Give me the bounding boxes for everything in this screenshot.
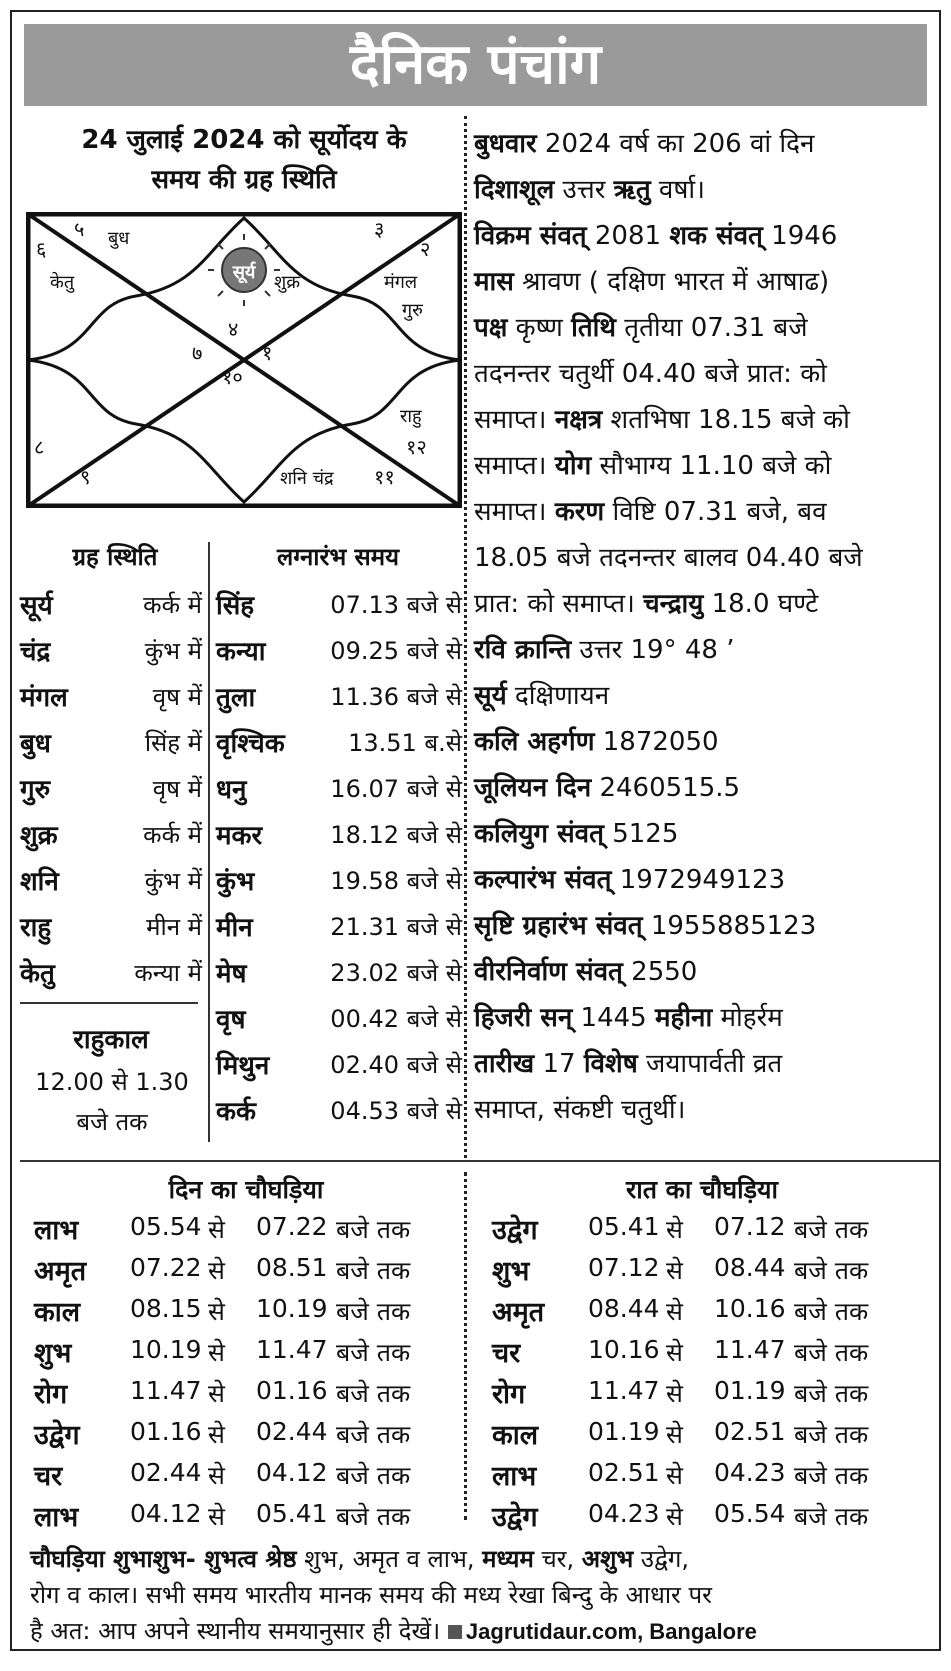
kundli-jupiter-label: गुरु	[402, 300, 423, 321]
graha-row	[20, 808, 206, 854]
panchang-page	[10, 10, 941, 1651]
raat-chaughadiya-row	[492, 1454, 912, 1494]
lagna-row	[216, 808, 466, 854]
info-key: सूर्य	[474, 681, 507, 711]
info-dishashool	[474, 174, 705, 206]
chaughadiya-se: से	[666, 1502, 683, 1531]
chaughadiya-tak: बजे तक	[794, 1420, 869, 1449]
house-11: ११	[374, 465, 395, 489]
graha-row	[20, 624, 206, 670]
chaughadiya-se: से	[208, 1420, 225, 1449]
info-key: करण	[554, 497, 605, 527]
info-key: जूलियन दिन	[474, 773, 592, 803]
chaughadiya-tak: बजे तक	[336, 1338, 411, 1367]
graha-rashi: कर्क में	[143, 821, 202, 849]
kundli-caption	[26, 120, 462, 200]
chaughadiya-end: 02.51	[714, 1417, 786, 1446]
chaughadiya-name: रोग	[492, 1379, 526, 1410]
chaughadiya-name: लाभ	[34, 1215, 79, 1246]
chaughadiya-tak: बजे तक	[336, 1379, 411, 1408]
info-value: समाप्त।	[474, 451, 555, 481]
graha-rashi: कन्या में	[134, 959, 202, 987]
kundli-caption-line1: 24 जुलाई 2024 को सूर्योदय के	[81, 125, 407, 155]
lagna-time: 19.58 बजे से	[330, 867, 462, 895]
graha-title: ग्रह स्थिति	[72, 543, 158, 571]
chaughadiya-se: से	[666, 1379, 683, 1408]
lagna-row	[216, 1084, 466, 1130]
chaughadiya-start: 05.54	[130, 1212, 202, 1241]
kundli-rahu-label: राहु	[400, 406, 422, 427]
din-chaughadiya-row	[34, 1249, 454, 1289]
lagna-row	[216, 624, 466, 670]
house-12: १२	[406, 435, 427, 459]
graha-planet: बुध	[20, 729, 51, 759]
info-paksha	[474, 312, 808, 344]
chaughadiya-name: लाभ	[492, 1461, 537, 1492]
chaughadiya-tak: बजे तक	[794, 1379, 869, 1408]
info-value: मोहर्रम	[712, 1003, 783, 1033]
chaughadiya-name: उद्वेग	[492, 1502, 538, 1533]
house-6: ६	[36, 237, 47, 261]
info-key: पक्ष	[474, 313, 508, 343]
lagna-sign: मिथुन	[216, 1051, 270, 1081]
info-kalparambh	[474, 864, 785, 896]
info-value: 1946	[762, 221, 838, 251]
info-tareekh	[474, 1048, 782, 1080]
info-samvat	[474, 220, 837, 252]
chaughadiya-start: 10.19	[130, 1335, 202, 1364]
chaughadiya-tak: बजे तक	[794, 1215, 869, 1244]
raat-chaughadiya-title: रात का चौघड़िया	[626, 1175, 778, 1204]
graha-rashi: कुंभ में	[144, 867, 202, 895]
footer-key: चौघड़िया शुभाशुभ- शुभत्व श्रेष्ठ	[30, 1545, 297, 1573]
chaughadiya-tak: बजे तक	[794, 1338, 869, 1367]
chaughadiya-tak: बजे तक	[336, 1461, 411, 1490]
section-divider	[20, 1160, 940, 1162]
info-value: 5125	[603, 819, 679, 849]
lagna-sign: कुंभ	[216, 867, 255, 897]
info-key: ऋतु	[613, 175, 651, 205]
chaughadiya-end: 04.23	[714, 1458, 786, 1487]
lagna-sign: कन्या	[216, 637, 266, 667]
house-7: ७	[192, 341, 203, 365]
graha-row	[20, 900, 206, 946]
chaughadiya-end: 07.12	[714, 1212, 786, 1241]
info-key: चन्द्रायु	[643, 589, 704, 619]
info-key: कल्पारंभ संवत्	[474, 865, 612, 895]
chaughadiya-end: 01.16	[256, 1376, 328, 1405]
info-value: समाप्त।	[474, 405, 555, 435]
info-value: तृतीया 07.31 बजे	[616, 313, 808, 343]
din-chaughadiya-row	[34, 1290, 454, 1330]
rahukaal-divider	[20, 1002, 198, 1004]
chaughadiya-se: से	[666, 1420, 683, 1449]
chaughadiya-tak: बजे तक	[336, 1297, 411, 1326]
lagna-sign: वृष	[216, 1005, 246, 1035]
lagna-sign: धनु	[216, 775, 247, 805]
lagna-row	[216, 670, 466, 716]
info-value: सौभाग्य 11.10 बजे को	[591, 451, 832, 481]
lagna-time: 02.40 बजे से	[330, 1051, 462, 1079]
info-key: मास	[474, 267, 514, 297]
kundli-mars-label: मंगल	[384, 272, 418, 293]
info-karan	[474, 496, 827, 528]
lagna-sign: मीन	[216, 913, 253, 943]
graha-planet: राहु	[20, 913, 52, 943]
chaughadiya-tak: बजे तक	[336, 1215, 411, 1244]
kundli-sun-label: सूर्य	[232, 262, 256, 283]
chaughadiya-name: उद्वेग	[492, 1215, 538, 1246]
raat-chaughadiya-row	[492, 1495, 912, 1535]
info-yog	[474, 450, 831, 482]
din-chaughadiya-row	[34, 1331, 454, 1371]
info-value: कृष्ण	[507, 313, 572, 343]
chaughadiya-start: 01.16	[130, 1417, 202, 1446]
info-kali-ahargan	[474, 726, 719, 758]
info-tithi-cont	[474, 358, 827, 390]
info-value: प्रात: को समाप्त।	[474, 589, 644, 619]
info-value: 1872050	[594, 727, 719, 757]
info-ravi-kranti	[474, 634, 734, 666]
lagna-sign: मकर	[216, 821, 263, 851]
chaughadiya-tak: बजे तक	[794, 1502, 869, 1531]
graha-lagna-divider	[208, 542, 210, 1142]
chaughadiya-start: 08.15	[130, 1294, 202, 1323]
info-value: वर्षा।	[650, 175, 705, 205]
info-key: कलि अहर्गण	[474, 727, 595, 757]
info-value: जयापार्वती व्रत	[637, 1049, 783, 1079]
info-value: 18.0 घण्टे	[703, 589, 819, 619]
rahukaal-tak: बजे तक	[76, 1108, 148, 1136]
chaughadiya-name: शुभ	[492, 1256, 530, 1287]
footer-key: मध्यम	[482, 1545, 534, 1573]
info-value: 1955885123	[642, 911, 817, 941]
chaughadiya-tak: बजे तक	[794, 1461, 869, 1490]
chaughadiya-start: 08.44	[588, 1294, 660, 1323]
info-key: तिथि	[571, 313, 616, 343]
chaughadiya-name: चर	[34, 1461, 63, 1492]
lagna-sign: तुला	[216, 683, 256, 713]
lagna-title: लग्नारंभ समय	[276, 543, 400, 571]
footer-line-3	[30, 1614, 930, 1649]
lagna-row	[216, 762, 466, 808]
graha-planet: गुरु	[20, 775, 51, 805]
lagna-time: 09.25 बजे से	[330, 637, 462, 665]
lagna-row	[216, 578, 466, 624]
chaughadiya-name: लाभ	[34, 1502, 79, 1533]
chaughadiya-name: काल	[34, 1297, 81, 1328]
raat-chaughadiya-row	[492, 1331, 912, 1371]
chaughadiya-start: 01.19	[588, 1417, 660, 1446]
lagna-time: 13.51 ब.से	[348, 729, 462, 757]
lagna-row	[216, 716, 466, 762]
info-key: सृष्टि ग्रहारंभ संवत्	[474, 911, 643, 941]
lagna-time: 23.02 बजे से	[330, 959, 462, 987]
rahukaal-time: 12.00 से 1.30	[35, 1068, 189, 1096]
chaughadiya-se: से	[208, 1338, 225, 1367]
chaughadiya-end: 10.16	[714, 1294, 786, 1323]
lagna-time: 16.07 बजे से	[330, 775, 462, 803]
footer-key: अशुभ	[581, 1545, 634, 1573]
chaughadiya-name: उद्वेग	[34, 1420, 80, 1451]
kundli-mercury-label: बुध	[108, 228, 130, 249]
info-surya	[474, 680, 609, 712]
chaughadiya-divider	[464, 1172, 467, 1520]
info-value: 2081	[586, 221, 670, 251]
din-chaughadiya-title: दिन का चौघड़िया	[168, 1175, 324, 1204]
chaughadiya-se: से	[666, 1338, 683, 1367]
kundli-venus-label: शुक्र	[274, 272, 301, 293]
info-value: उत्तर	[554, 175, 614, 205]
chaughadiya-name: शुभ	[34, 1338, 72, 1369]
info-vishesh-cont	[474, 1094, 685, 1126]
din-chaughadiya-row	[34, 1372, 454, 1412]
house-5: ५	[74, 217, 85, 241]
info-value: शतभिषा 18.15 बजे को	[602, 405, 850, 435]
chaughadiya-end: 05.54	[714, 1499, 786, 1528]
chaughadiya-end: 04.12	[256, 1458, 328, 1487]
din-chaughadiya-row	[34, 1208, 454, 1248]
info-kaliyug	[474, 818, 678, 850]
chaughadiya-se: से	[666, 1256, 683, 1285]
chaughadiya-name: रोग	[34, 1379, 68, 1410]
info-value: विष्टि 07.31 बजे, बव	[604, 497, 827, 527]
graha-rashi: कुंभ में	[144, 637, 202, 665]
chaughadiya-se: से	[208, 1256, 225, 1285]
info-srishti	[474, 910, 816, 942]
lagna-time: 11.36 बजे से	[330, 683, 462, 711]
chaughadiya-start: 10.16	[588, 1335, 660, 1364]
chaughadiya-end: 01.19	[714, 1376, 786, 1405]
chaughadiya-se: से	[666, 1297, 683, 1326]
house-2: २	[420, 237, 431, 261]
chaughadiya-start: 11.47	[130, 1376, 202, 1405]
house-9: ९	[80, 465, 91, 489]
lagna-sign: कर्क	[216, 1097, 256, 1127]
footer-value: चर,	[533, 1545, 582, 1573]
chaughadiya-tak: बजे तक	[336, 1420, 411, 1449]
footer-line-2: रोग व काल। सभी समय भारतीय मानक समय की मध्य रेखा बिन्दु के आधार पर	[30, 1581, 712, 1609]
brand-credit: Jagrutidaur.com, Bangalore	[465, 1619, 757, 1644]
info-karan-cont	[474, 542, 863, 574]
chaughadiya-end: 08.44	[714, 1253, 786, 1282]
graha-row	[20, 854, 206, 900]
info-value: 2024 वर्ष का 206 वां दिन	[536, 129, 815, 159]
info-key: हिजरी सन्	[474, 1003, 573, 1033]
house-1: १	[262, 341, 273, 365]
house-8: ८	[34, 435, 45, 459]
footer-value: शुभ, अमृत व लाभ,	[296, 1545, 483, 1573]
chaughadiya-start: 04.12	[130, 1499, 202, 1528]
info-key: विशेष	[583, 1049, 638, 1079]
chaughadiya-name: अमृत	[34, 1256, 87, 1287]
lagna-row	[216, 854, 466, 900]
kundli-caption-line2: समय की ग्रह स्थिति	[151, 165, 337, 195]
lagna-row	[216, 900, 466, 946]
info-value: 2460515.5	[591, 773, 741, 803]
graha-rashi: कर्क में	[143, 591, 202, 619]
info-value: 2550	[622, 957, 698, 987]
chaughadiya-start: 07.12	[588, 1253, 660, 1282]
info-hijri	[474, 1002, 783, 1034]
chaughadiya-end: 05.41	[256, 1499, 328, 1528]
lagna-time: 21.31 बजे से	[330, 913, 462, 941]
graha-row	[20, 946, 206, 992]
info-key: योग	[554, 451, 592, 481]
raat-chaughadiya-row	[492, 1290, 912, 1330]
chaughadiya-se: से	[666, 1461, 683, 1490]
graha-rashi: वृष में	[152, 683, 202, 711]
din-chaughadiya-row	[34, 1413, 454, 1453]
chaughadiya-end: 02.44	[256, 1417, 328, 1446]
info-maas	[474, 266, 829, 298]
page-title: दैनिक पंचांग	[24, 24, 927, 106]
lagna-time: 18.12 बजे से	[330, 821, 462, 849]
chaughadiya-end: 10.19	[256, 1294, 328, 1323]
graha-row	[20, 716, 206, 762]
kundli-ketu-label: केतु	[50, 272, 75, 293]
chaughadiya-se: से	[208, 1502, 225, 1531]
chaughadiya-se: से	[208, 1297, 225, 1326]
din-chaughadiya-row	[34, 1495, 454, 1535]
chaughadiya-start: 07.22	[130, 1253, 202, 1282]
info-key: नक्षत्र	[554, 405, 603, 435]
chaughadiya-tak: बजे तक	[336, 1256, 411, 1285]
graha-row	[20, 762, 206, 808]
footer-value: है अत: आप अपने स्थानीय समयानुसार ही देखें।	[30, 1617, 448, 1645]
graha-planet: शुक्र	[20, 821, 58, 851]
graha-row	[20, 578, 206, 624]
chaughadiya-tak: बजे तक	[336, 1502, 411, 1531]
lagna-row	[216, 992, 466, 1038]
lagna-time: 00.42 बजे से	[330, 1005, 462, 1033]
chaughadiya-name: अमृत	[492, 1297, 545, 1328]
info-value: 1972949123	[611, 865, 786, 895]
info-key: दिशाशूल	[474, 175, 555, 205]
house-3: ३	[374, 217, 385, 241]
info-key: विक्रम संवत्	[474, 221, 587, 251]
chaughadiya-name: चर	[492, 1338, 521, 1369]
chaughadiya-start: 02.44	[130, 1458, 202, 1487]
raat-chaughadiya-row	[492, 1249, 912, 1289]
chaughadiya-se: से	[208, 1379, 225, 1408]
lagna-sign: मेष	[216, 959, 247, 989]
raat-chaughadiya-row	[492, 1372, 912, 1412]
graha-rashi: वृष में	[152, 775, 202, 803]
footer-line-1	[30, 1542, 930, 1576]
graha-rashi: सिंह में	[144, 729, 202, 757]
lagna-sign: सिंह	[216, 591, 255, 621]
info-value: 18.05 बजे तदनन्तर बालव 04.40 बजे	[474, 543, 863, 573]
chaughadiya-tak: बजे तक	[794, 1297, 869, 1326]
lagna-time: 04.53 बजे से	[330, 1097, 462, 1125]
info-key: शक संवत्	[669, 221, 763, 251]
info-value: समाप्त।	[474, 497, 555, 527]
chaughadiya-se: से	[666, 1215, 683, 1244]
info-key: कलियुग संवत्	[474, 819, 604, 849]
info-weekday	[474, 128, 814, 160]
chaughadiya-start: 05.41	[588, 1212, 660, 1241]
graha-row	[20, 670, 206, 716]
graha-planet: मंगल	[20, 683, 68, 713]
chaughadiya-name: काल	[492, 1420, 539, 1451]
info-key: तारीख	[474, 1049, 535, 1079]
info-value: उत्तर 19° 48 ’	[571, 635, 735, 665]
info-veernirvan	[474, 956, 697, 988]
chaughadiya-se: से	[208, 1461, 225, 1490]
raat-chaughadiya-row	[492, 1413, 912, 1453]
info-value: तदनन्तर चतुर्थी 04.40 बजे प्रात: को	[474, 359, 827, 389]
chaughadiya-tak: बजे तक	[794, 1256, 869, 1285]
lagna-row	[216, 1038, 466, 1084]
info-chandrayu	[474, 588, 818, 620]
info-key: रवि क्रान्ति	[474, 635, 572, 665]
chaughadiya-end: 07.22	[256, 1212, 328, 1241]
chaughadiya-start: 11.47	[588, 1376, 660, 1405]
info-julian	[474, 772, 740, 804]
chaughadiya-se: से	[208, 1215, 225, 1244]
kundli-saturn-moon-label: शनि चंद्र	[280, 468, 334, 489]
chaughadiya-start: 02.51	[588, 1458, 660, 1487]
house-10: १०	[222, 365, 243, 389]
graha-rashi: मीन में	[146, 913, 202, 941]
chaughadiya-start: 04.23	[588, 1499, 660, 1528]
graha-planet: केतु	[20, 959, 55, 989]
chaughadiya-end: 11.47	[714, 1335, 786, 1364]
info-key: बुधवार	[474, 129, 537, 159]
din-chaughadiya-row	[34, 1454, 454, 1494]
rahukaal-value	[20, 1062, 204, 1142]
graha-planet: सूर्य	[20, 591, 53, 621]
info-value: 1445	[572, 1003, 655, 1033]
square-bullet-icon	[448, 1625, 462, 1639]
info-nakshatra	[474, 404, 850, 436]
rahukaal-title: राहुकाल	[73, 1025, 149, 1055]
raat-chaughadiya-row	[492, 1208, 912, 1248]
info-key: महीना	[654, 1003, 713, 1033]
info-value: दक्षिणायन	[506, 681, 610, 711]
lagna-sign: वृश्चिक	[216, 729, 285, 759]
info-value: श्रावण ( दक्षिण भारत में आषाढ)	[513, 267, 830, 297]
graha-planet: शनि	[20, 867, 59, 897]
chaughadiya-end: 11.47	[256, 1335, 328, 1364]
house-4: ४	[228, 317, 239, 341]
footer-value: उद्वेग,	[633, 1545, 690, 1573]
lagna-time: 07.13 बजे से	[330, 591, 462, 619]
info-value: समाप्त, संकष्टी चतुर्थी।	[474, 1095, 686, 1125]
graha-planet: चंद्र	[20, 637, 51, 667]
lagna-row	[216, 946, 466, 992]
kundli-chart	[26, 212, 462, 508]
info-key: वीरनिर्वाण संवत्	[474, 957, 623, 987]
info-value: 17	[534, 1049, 584, 1079]
chaughadiya-end: 08.51	[256, 1253, 328, 1282]
